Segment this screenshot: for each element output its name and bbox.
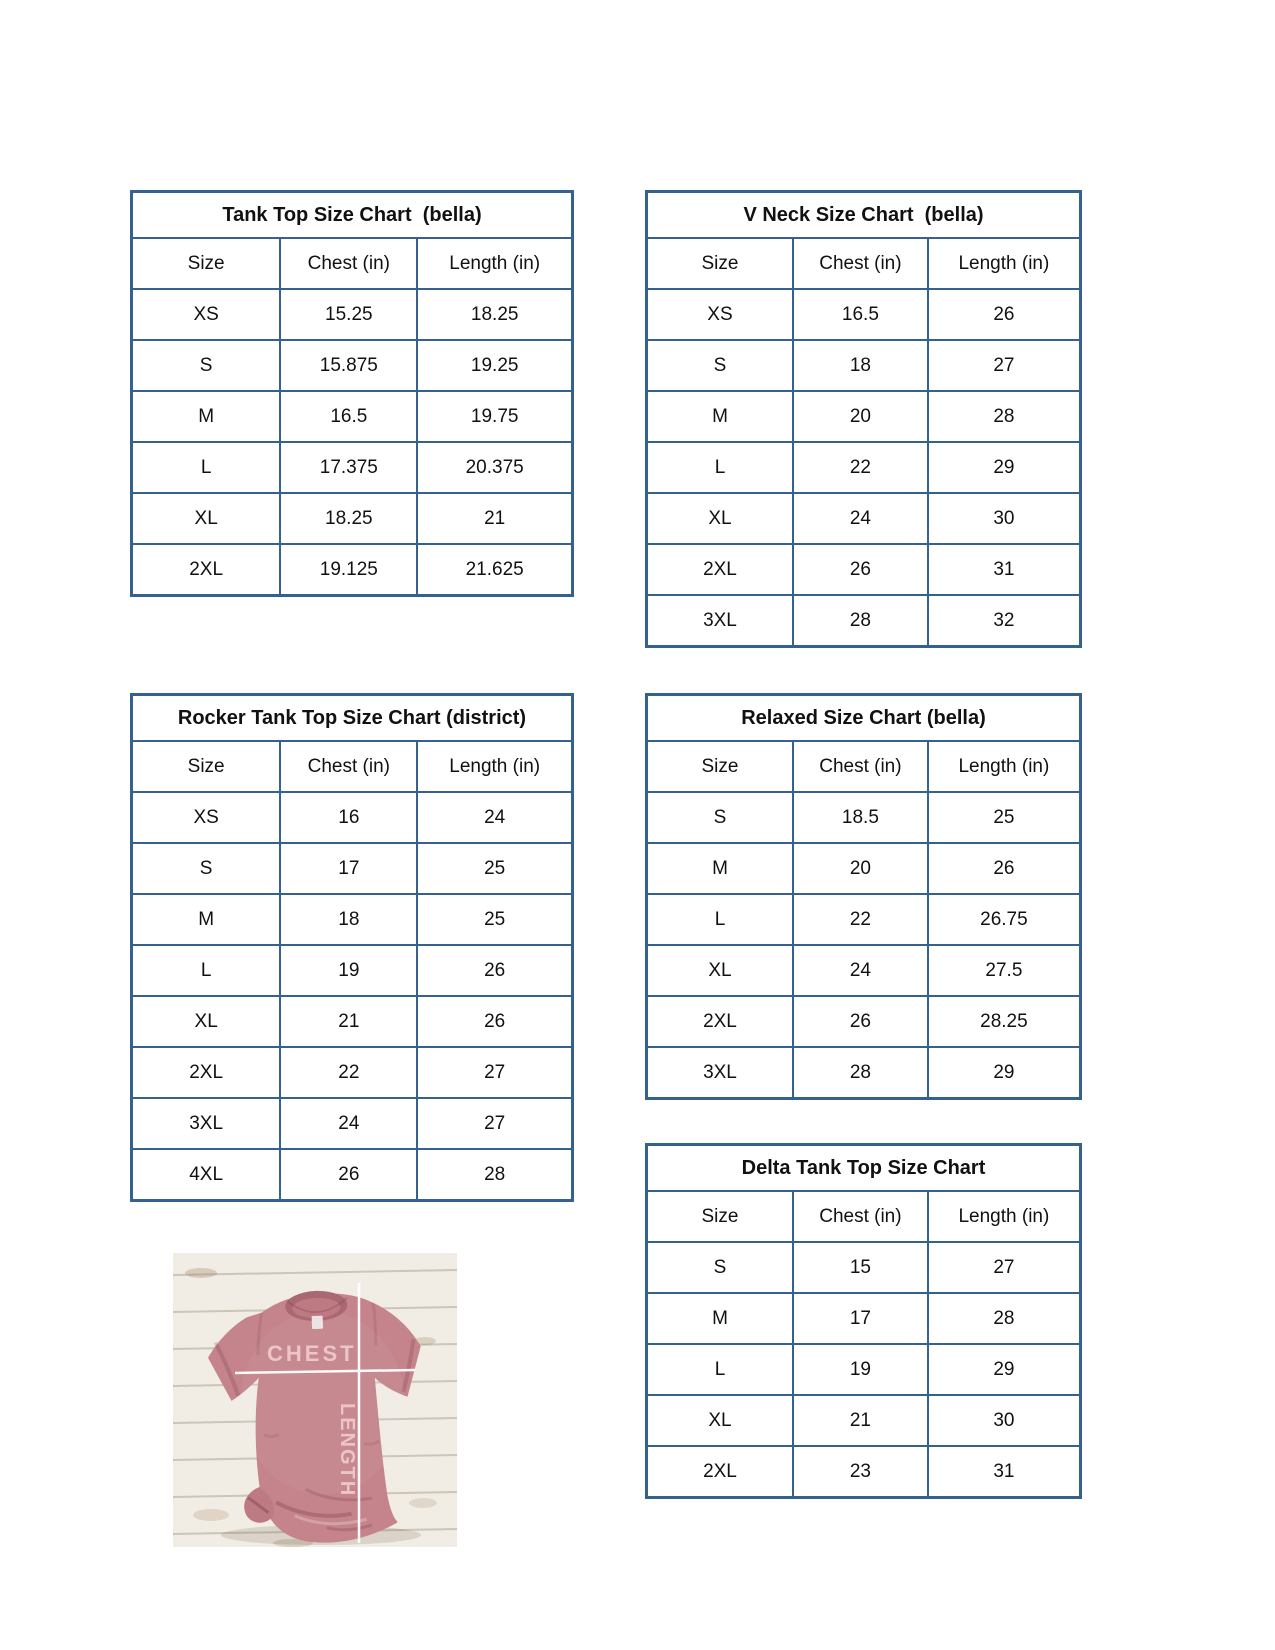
table-title: Rocker Tank Top Size Chart (district) xyxy=(177,707,527,729)
table-cell: XL xyxy=(194,1011,218,1032)
table-header-row xyxy=(133,740,571,791)
table-cell: 22 xyxy=(792,895,927,944)
header-cell: Size xyxy=(701,1206,739,1227)
table-cell: L xyxy=(714,909,726,930)
table-cell: 18.25 xyxy=(416,290,571,339)
table-title: Tank Top Size Chart (bella) xyxy=(222,204,482,226)
table-cell: M xyxy=(712,1308,728,1329)
table-cell: XS xyxy=(707,304,733,325)
table-cell: 29 xyxy=(927,1345,1079,1394)
table-cell: 20 xyxy=(792,844,927,893)
chest-label: CHEST xyxy=(267,1341,357,1366)
table-cell: XL xyxy=(708,960,732,981)
table-cell: M xyxy=(198,909,215,930)
shirt-measurement-photo xyxy=(173,1253,457,1547)
table-cell: S xyxy=(199,858,213,879)
table-cell: 20.375 xyxy=(416,443,571,492)
table-row xyxy=(133,893,571,944)
table-cell: 19.125 xyxy=(279,545,416,594)
table-row xyxy=(648,1394,1079,1445)
table-cell: 17.375 xyxy=(279,443,416,492)
table-cell: S xyxy=(713,807,727,828)
table-grid xyxy=(133,740,571,1199)
table-cell: 27 xyxy=(927,341,1079,390)
table-row xyxy=(648,1292,1079,1343)
table-cell: 21 xyxy=(416,494,571,543)
table-cell: 17 xyxy=(279,844,416,893)
table-row xyxy=(648,842,1079,893)
table-cell: 25 xyxy=(416,844,571,893)
header-cell: Length (in) xyxy=(927,1192,1079,1241)
shirt-measurement-illustration xyxy=(173,1253,457,1547)
header-cell: Chest (in) xyxy=(279,742,416,791)
table-row xyxy=(133,339,571,390)
table-cell: L xyxy=(714,457,726,478)
table-cell: 26 xyxy=(279,1150,416,1199)
table-cell: 22 xyxy=(279,1048,416,1097)
table-cell: 29 xyxy=(927,443,1079,492)
table-cell: 17 xyxy=(792,1294,927,1343)
table-cell: 18.5 xyxy=(792,793,927,842)
table-header-row xyxy=(648,740,1079,791)
table-cell: XL xyxy=(194,508,218,529)
header-cell: Size xyxy=(701,253,739,274)
table-row xyxy=(648,995,1079,1046)
table-cell: 24 xyxy=(792,494,927,543)
table-cell: M xyxy=(712,858,728,879)
delta-tank-top-size-chart-table xyxy=(645,1143,1082,1499)
length-label: LENGTH xyxy=(336,1403,358,1498)
table-row xyxy=(133,441,571,492)
table-row xyxy=(648,288,1079,339)
table-row xyxy=(648,893,1079,944)
table-cell: 24 xyxy=(279,1099,416,1148)
table-cell: 25 xyxy=(416,895,571,944)
table-cell: 26 xyxy=(416,946,571,995)
header-cell: Size xyxy=(187,253,225,274)
header-cell: Chest (in) xyxy=(279,239,416,288)
table-cell: 22 xyxy=(792,443,927,492)
table-row xyxy=(648,543,1079,594)
table-cell: 26 xyxy=(792,997,927,1046)
table-cell: 25 xyxy=(927,793,1079,842)
table-cell: XL xyxy=(708,1410,732,1431)
table-cell: 26.75 xyxy=(927,895,1079,944)
table-row xyxy=(648,441,1079,492)
table-row xyxy=(133,543,571,594)
table-cell: 15.875 xyxy=(279,341,416,390)
table-grid xyxy=(648,237,1079,645)
header-cell: Chest (in) xyxy=(792,742,927,791)
table-cell: 28.25 xyxy=(927,997,1079,1046)
table-cell: 3XL xyxy=(703,610,737,631)
table-cell: XL xyxy=(708,508,732,529)
table-title: V Neck Size Chart (bella) xyxy=(743,204,984,226)
table-cell: XS xyxy=(193,807,219,828)
header-cell: Chest (in) xyxy=(792,239,927,288)
table-cell: 24 xyxy=(416,793,571,842)
table-row xyxy=(648,492,1079,543)
rocker-tank-top-size-chart-table xyxy=(130,693,574,1202)
table-cell: M xyxy=(198,406,215,427)
table-cell: 28 xyxy=(792,1048,927,1097)
relaxed-size-chart-table xyxy=(645,693,1082,1100)
table-cell: 21 xyxy=(792,1396,927,1445)
table-cell: 24 xyxy=(792,946,927,995)
table-header-row xyxy=(648,237,1079,288)
v-neck-size-chart-table xyxy=(645,190,1082,648)
shirt-brand-tag xyxy=(312,1316,323,1329)
table-row xyxy=(648,1241,1079,1292)
table-cell: 3XL xyxy=(703,1062,737,1083)
table-cell: 28 xyxy=(416,1150,571,1199)
table-cell: 27 xyxy=(927,1243,1079,1292)
table-cell: 26 xyxy=(416,997,571,1046)
table-cell: 18 xyxy=(792,341,927,390)
table-cell: 19 xyxy=(279,946,416,995)
table-cell: 28 xyxy=(927,1294,1079,1343)
table-cell: 19 xyxy=(792,1345,927,1394)
table-row xyxy=(133,390,571,441)
table-cell: 26 xyxy=(927,844,1079,893)
table-cell: 28 xyxy=(927,392,1079,441)
table-cell: 2XL xyxy=(703,1011,737,1032)
table-row xyxy=(648,791,1079,842)
table-row xyxy=(133,1097,571,1148)
table-cell: 18 xyxy=(279,895,416,944)
table-cell: 18.25 xyxy=(279,494,416,543)
table-cell: 31 xyxy=(927,1447,1079,1496)
table-grid xyxy=(648,1190,1079,1496)
table-cell: 2XL xyxy=(189,1062,224,1083)
table-cell: 28 xyxy=(792,596,927,645)
table-cell: 15 xyxy=(792,1243,927,1292)
table-title: Delta Tank Top Size Chart xyxy=(741,1157,986,1179)
table-cell: 26 xyxy=(792,545,927,594)
table-row xyxy=(133,1148,571,1199)
table-header-row xyxy=(648,1190,1079,1241)
table-cell: 16 xyxy=(279,793,416,842)
table-row xyxy=(648,944,1079,995)
header-cell: Length (in) xyxy=(416,239,571,288)
table-cell: 21 xyxy=(279,997,416,1046)
table-title: Relaxed Size Chart (bella) xyxy=(741,707,986,729)
table-cell: 19.75 xyxy=(416,392,571,441)
table-cell: 2XL xyxy=(703,559,737,580)
header-cell: Size xyxy=(701,756,739,777)
table-row xyxy=(648,1343,1079,1394)
header-cell: Length (in) xyxy=(927,742,1079,791)
table-cell: 29 xyxy=(927,1048,1079,1097)
table-cell: 19.25 xyxy=(416,341,571,390)
table-row xyxy=(133,944,571,995)
tank-top-size-chart-table xyxy=(130,190,574,597)
table-cell: 26 xyxy=(927,290,1079,339)
table-cell: S xyxy=(713,355,727,376)
table-cell: 16.5 xyxy=(792,290,927,339)
table-cell: M xyxy=(712,406,728,427)
table-row xyxy=(648,1445,1079,1496)
table-cell: 20 xyxy=(792,392,927,441)
table-cell: 23 xyxy=(792,1447,927,1496)
table-grid xyxy=(133,237,571,594)
table-grid xyxy=(648,740,1079,1097)
header-cell: Size xyxy=(187,756,225,777)
table-row xyxy=(133,1046,571,1097)
table-cell: 27 xyxy=(416,1099,571,1148)
table-cell: 27 xyxy=(416,1048,571,1097)
table-cell: L xyxy=(714,1359,726,1380)
table-row xyxy=(648,339,1079,390)
table-cell: 30 xyxy=(927,494,1079,543)
table-cell: S xyxy=(199,355,213,376)
table-cell: 31 xyxy=(927,545,1079,594)
table-cell: 32 xyxy=(927,596,1079,645)
table-row xyxy=(133,492,571,543)
table-row xyxy=(648,1046,1079,1097)
table-row xyxy=(648,594,1079,645)
table-cell: XS xyxy=(193,304,219,325)
table-row xyxy=(648,390,1079,441)
table-cell: L xyxy=(200,960,212,981)
table-cell: 30 xyxy=(927,1396,1079,1445)
table-cell: 4XL xyxy=(189,1164,224,1185)
table-header-row xyxy=(133,237,571,288)
table-cell: 21.625 xyxy=(416,545,571,594)
header-cell: Chest (in) xyxy=(792,1192,927,1241)
table-row xyxy=(133,842,571,893)
table-cell: S xyxy=(713,1257,727,1278)
table-row xyxy=(133,288,571,339)
table-cell: 2XL xyxy=(189,559,224,580)
header-cell: Length (in) xyxy=(927,239,1079,288)
table-cell: 3XL xyxy=(189,1113,224,1134)
table-cell: 2XL xyxy=(703,1461,737,1482)
table-row xyxy=(133,995,571,1046)
table-cell: 27.5 xyxy=(927,946,1079,995)
table-row xyxy=(133,791,571,842)
table-cell: 16.5 xyxy=(279,392,416,441)
table-cell: 15.25 xyxy=(279,290,416,339)
table-cell: L xyxy=(200,457,212,478)
header-cell: Length (in) xyxy=(416,742,571,791)
